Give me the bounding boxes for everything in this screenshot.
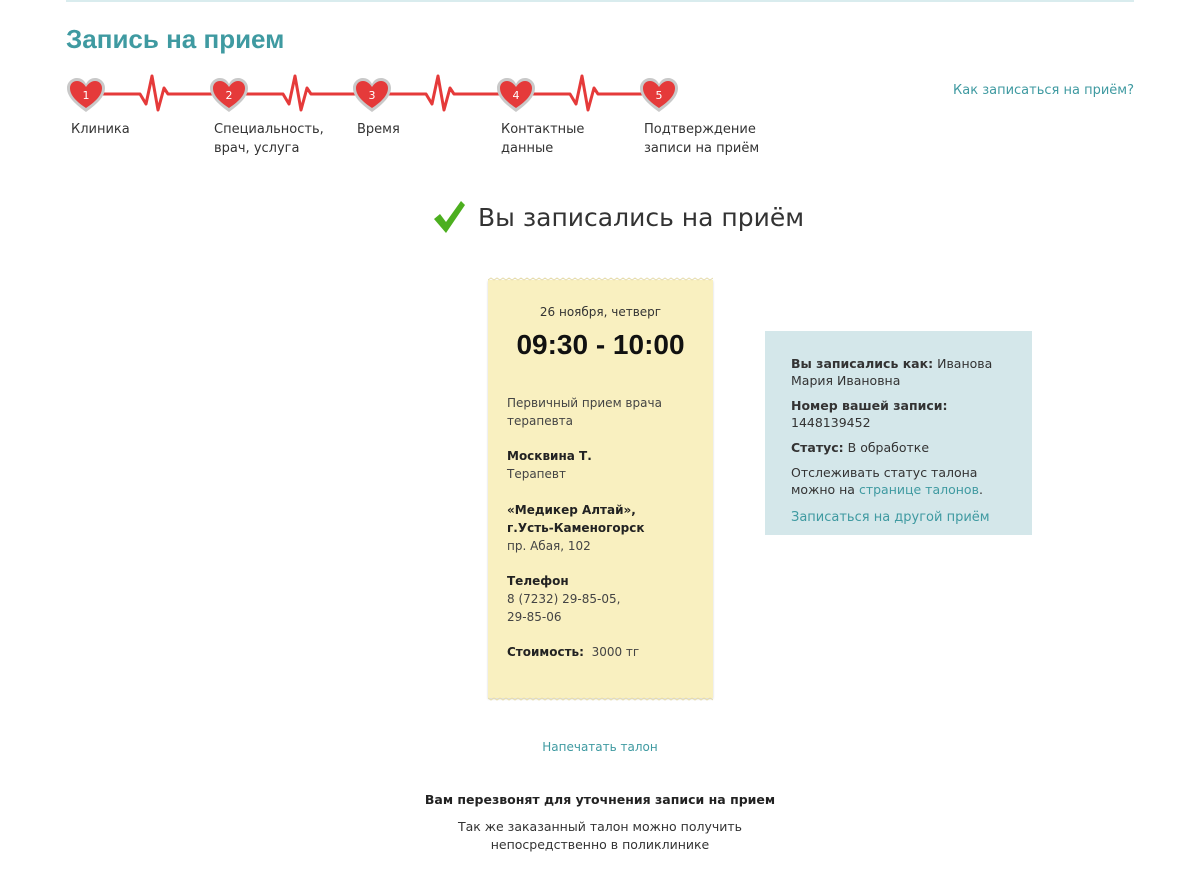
step-4-number: 4: [512, 89, 520, 102]
service-name: Первичный прием врача терапевта: [507, 396, 662, 428]
top-divider: [66, 0, 1134, 2]
status-value: В обработке: [847, 440, 930, 455]
phone-value: 8 (7232) 29-85-05, 29-85-06: [507, 592, 621, 624]
step-5-heart-icon: [639, 78, 679, 114]
step-3-heart-icon: [352, 78, 392, 114]
step-1-label: Клиника: [71, 122, 130, 137]
step-1-number: 1: [82, 89, 90, 102]
ticket-bottom-edge: [488, 697, 713, 701]
tickets-page-link[interactable]: странице талонов: [858, 482, 979, 497]
cost-value: 3000 тг: [591, 645, 640, 659]
step-2-number: 2: [225, 89, 233, 102]
registered-as-value: Иванова Мария Ивановна: [791, 356, 993, 388]
success-banner: [432, 197, 804, 237]
print-ticket-link[interactable]: Напечатать талон: [542, 740, 658, 754]
book-another-link[interactable]: Записаться на другой приём: [791, 510, 990, 525]
booking-info-panel: [765, 331, 1032, 535]
status: [791, 439, 1006, 456]
record-number-value: 1448139452: [791, 415, 871, 430]
phone-block: [507, 572, 627, 626]
registered-as-label: Вы записались как:: [791, 356, 934, 371]
step-4-heart-icon: [496, 78, 536, 114]
how-to-book-link[interactable]: Как записаться на приём?: [953, 83, 1134, 98]
status-label: Статус:: [791, 440, 844, 455]
appointment-date: 26 ноября, четверг: [539, 305, 662, 319]
cost-block: [507, 643, 697, 661]
doctor-name: Москвина Т.: [507, 449, 592, 463]
step-5-number: 5: [655, 89, 663, 102]
cost-label: Стоимость:: [507, 645, 584, 659]
step-2-label: Специальность, врач, услуга: [214, 122, 324, 156]
callback-title: Вам перезвонят для уточнения записи на прием: [424, 792, 776, 807]
doctor-block: [507, 447, 697, 483]
step-5-label: Подтверждение записи на приём: [644, 122, 760, 156]
step-2-heart-icon: [209, 78, 249, 114]
track-status-text: Отслеживать статус талона можно на: [791, 465, 978, 497]
track-status-suffix: .: [978, 482, 983, 497]
checkmark-icon: [432, 199, 466, 235]
record-number: [791, 397, 1006, 431]
clinic-address: пр. Абая, 102: [507, 539, 591, 553]
step-3-number: 3: [368, 89, 376, 102]
record-number-label: Номер вашей записи:: [791, 398, 948, 413]
doctor-specialty: Терапевт: [507, 467, 566, 481]
page-title: Запись на прием: [66, 24, 285, 54]
booking-progress: [0, 70, 800, 170]
registered-as: [791, 355, 1006, 389]
appointment-ticket: [488, 280, 713, 698]
success-message: Вы записались на приём: [478, 202, 805, 232]
phone-label: Телефон: [507, 574, 569, 588]
appointment-time: 09:30 - 10:00: [516, 329, 685, 360]
ticket-top-edge: [488, 277, 713, 281]
step-1-heart-icon: [66, 78, 106, 114]
track-status-note: [791, 464, 1006, 498]
callback-text: Так же заказанный талон можно получить непосредственно в поликлинике: [457, 819, 743, 852]
clinic-name: «Медикер Алтай», г.Усть-Каменогорск: [507, 503, 645, 535]
clinic-block: [507, 501, 657, 555]
step-4-label: Контактные данные: [501, 122, 585, 156]
step-3-label: Время: [357, 122, 400, 137]
